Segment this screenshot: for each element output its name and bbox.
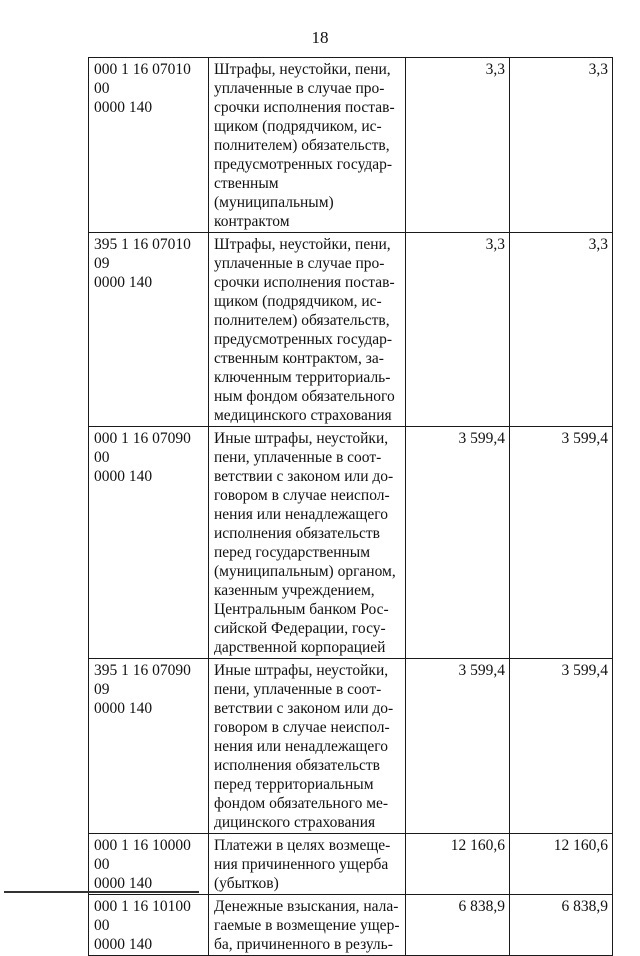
amount-cell: 12 160,6: [406, 834, 510, 895]
budget-classification-code: 395 1 16 07090 09 0000 140: [89, 659, 209, 834]
budget-revenue-table: [88, 57, 613, 956]
footer-divider: [4, 891, 199, 893]
budget-classification-code: 000 1 16 07090 00 0000 140: [89, 427, 209, 659]
budget-classification-code: 395 1 16 07010 09 0000 140: [89, 233, 209, 427]
amount-cell: 3,3: [510, 233, 613, 427]
revenue-item-name: Денежные взыскания, нала- гаемые в возмещение ущер- ба, причиненного в резуль-: [209, 895, 406, 956]
amount-cell: 3 599,4: [510, 659, 613, 834]
revenue-item-name: Иные штрафы, неустойки, пени, уплаченные в соот- ветствии с законом или до- говором в случае неиспол- нения или ненадлежащего исполнения обязательств перед территориальным фондом обязательного ме- дицинского страхования: [209, 659, 406, 834]
revenue-item-name: Штрафы, неустойки, пени, уплаченные в случае про- срочки исполнения постав- щиком (подрядчиком, ис- полнителем) обязательств, предусмотренных государ- ственным (муниципальным) контрактом: [209, 58, 406, 233]
page-number: 18: [311, 28, 329, 47]
amount-cell: 3 599,4: [406, 427, 510, 659]
table-row: [89, 659, 613, 834]
revenue-item-name: Иные штрафы, неустойки, пени, уплаченные в соот- ветствии с законом или до- говором в случае неиспол- нения или ненадлежащего исполнения обязательств перед государственным (муниципальным) органом, казенным учреждением, Центральным банком Рос- сийской Федерации, госу- дарственной корпорацией: [209, 427, 406, 659]
amount-cell: 3,3: [406, 233, 510, 427]
budget-classification-code: 000 1 16 10100 00 0000 140: [89, 895, 209, 956]
budget-classification-code: 000 1 16 10000 00 0000 140: [89, 834, 209, 895]
table-row: [89, 58, 613, 233]
amount-cell: 3 599,4: [510, 427, 613, 659]
revenue-item-name: Платежи в целях возмеще- ния причиненного ущерба (убытков): [209, 834, 406, 895]
amount-cell: 12 160,6: [510, 834, 613, 895]
amount-cell: 6 838,9: [406, 895, 510, 956]
budget-classification-code: 000 1 16 07010 00 0000 140: [89, 58, 209, 233]
table-row: [89, 427, 613, 659]
table-row: [89, 895, 613, 956]
table-row: [89, 233, 613, 427]
amount-cell: 3,3: [406, 58, 510, 233]
table-row: [89, 834, 613, 895]
amount-cell: 3,3: [510, 58, 613, 233]
amount-cell: 3 599,4: [406, 659, 510, 834]
amount-cell: 6 838,9: [510, 895, 613, 956]
revenue-item-name: Штрафы, неустойки, пени, уплаченные в случае про- срочки исполнения постав- щиком (подрядчиком, ис- полнителем) обязательств, предусмотренных государ- ственным контрактом, за- ключенным территориаль- ным фондом обязательного медицинского страхования: [209, 233, 406, 427]
